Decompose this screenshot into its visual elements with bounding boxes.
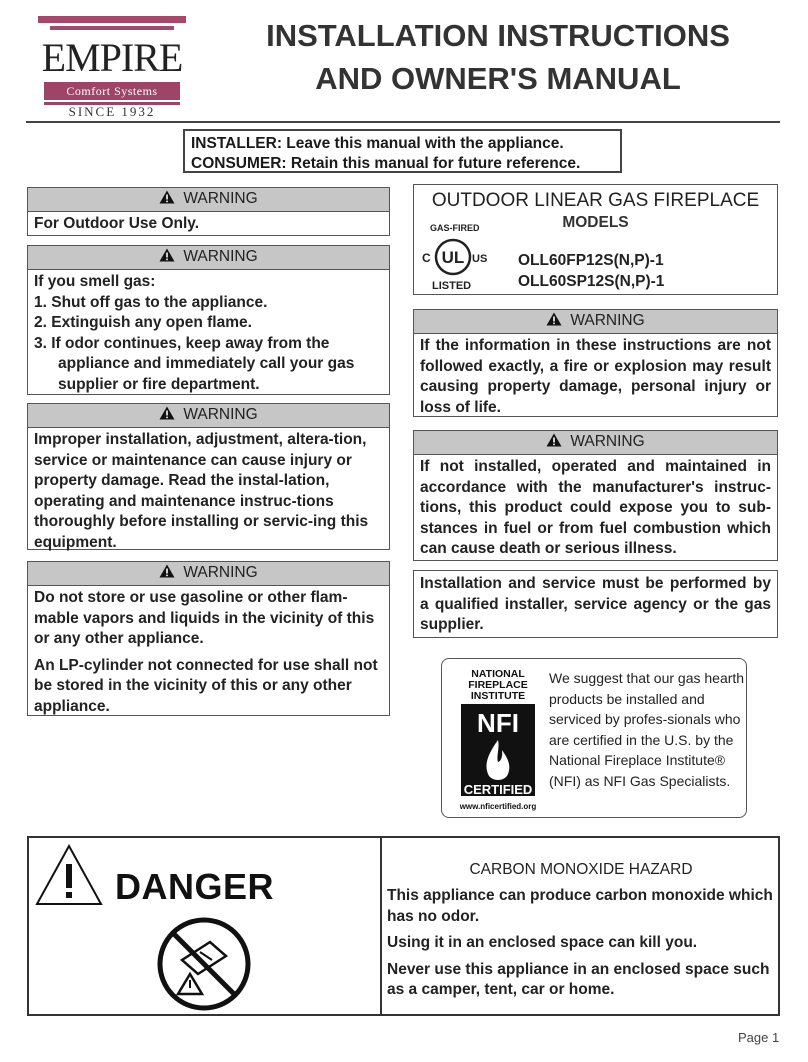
installer-line: INSTALLER: Leave this manual with the appliance. xyxy=(191,135,564,152)
smell-gas-steps xyxy=(34,293,383,396)
warning-icon xyxy=(159,190,175,204)
ul-listed-logo xyxy=(416,221,490,293)
qualified-installer-notice xyxy=(413,570,778,638)
danger-line: Never use this appliance in an enclosed space such as a camper, tent, car or home. xyxy=(387,960,770,998)
ul-us: US xyxy=(472,253,488,265)
warning-label: WARNING xyxy=(183,564,258,581)
warning-text: For Outdoor Use Only. xyxy=(34,215,200,232)
warning-text: Improper installation, adjustment, altera-tion, service or maintenance can cause injury or property damage. Read the instal-lation, operating and maintenance instruc-tions thoroughly before installing or servic-ing this equipment. xyxy=(34,431,369,551)
warning-label: WARNING xyxy=(570,312,645,329)
danger-word: DANGER xyxy=(115,866,275,907)
models-box xyxy=(413,184,778,295)
notice-text: Installation and service must be performed by a qualified installer, service agency or the gas supplier. xyxy=(420,575,771,633)
nfi-url: www.nficertified.org xyxy=(459,802,537,811)
warning-label: WARNING xyxy=(183,406,258,423)
nfi-box xyxy=(441,658,747,818)
warning-header xyxy=(414,310,777,334)
model-number: OLL60FP12S(N,P)-1 xyxy=(518,252,664,269)
title-line-2: AND OWNER'S MANUAL xyxy=(315,61,681,96)
ul-mark: UL xyxy=(441,248,465,267)
warning-icon xyxy=(159,564,175,578)
warning-header xyxy=(28,404,389,428)
models-subtitle: MODELS xyxy=(562,214,629,231)
warning-icon xyxy=(159,248,175,262)
list-item: 3. If odor continues, keep away from the appliance and immediately call your gas supplier or fire department. xyxy=(34,334,355,393)
warning-smell-gas xyxy=(27,245,390,395)
warning-header xyxy=(28,246,389,270)
warning-icon xyxy=(546,433,562,447)
list-item: 2. Extinguish any open flame. xyxy=(34,314,252,331)
logo-brand: EMPIRE xyxy=(41,35,183,80)
logo-stripe xyxy=(38,16,186,23)
consumer-line: CONSUMER: Retain this manual for future reference. xyxy=(191,155,581,172)
ul-bottom-text: LISTED xyxy=(432,280,472,292)
storage-paragraph: An LP-cylinder not connected for use shall not be stored in the vicinity of this or any other appliance. xyxy=(34,656,378,715)
exclamation-triangle-icon xyxy=(35,844,103,906)
storage-paragraph: Do not store or use gasoline or other flam-mable vapors and liquids in the vicinity of this or any other appliance. xyxy=(34,589,375,647)
warning-header xyxy=(28,562,389,586)
warning-label: WARNING xyxy=(183,248,258,265)
warning-text xyxy=(28,586,389,719)
header-rule xyxy=(26,121,780,123)
empire-logo xyxy=(38,16,186,122)
ul-c: C xyxy=(422,251,431,265)
danger-text xyxy=(387,886,775,1007)
nfi-certified: CERTIFIED xyxy=(463,782,533,797)
warning-header xyxy=(414,431,777,455)
warning-storage xyxy=(27,561,390,716)
danger-box xyxy=(27,836,780,1016)
installer-notice xyxy=(183,129,622,173)
danger-heading: CARBON MONOXIDE HAZARD xyxy=(469,861,693,878)
warning-text: If not installed, operated and maintained in accordance with the manufacturer's instruc-tions, this product could expose you to sub-stances in fuel or from fuel combustion which can cause death or serious illness. xyxy=(420,458,771,557)
nfi-mark: NFI xyxy=(477,708,519,738)
warning-icon xyxy=(159,406,175,420)
logo-since: SINCE 1932 xyxy=(68,104,156,119)
nfi-logo-line: NATIONAL xyxy=(471,668,525,680)
nfi-description: We suggest that our gas hearth products be installed and serviced by profes-sionals who are certified in the U.S. by the National Fireplace Institute® (NFI) as NFI Gas Specialists. xyxy=(549,670,745,789)
nfi-certified-logo xyxy=(458,666,538,814)
list-item: 1. Shut off gas to the appliance. xyxy=(34,293,268,311)
warning-outdoor xyxy=(27,187,390,236)
title-line-1: INSTALLATION INSTRUCTIONS xyxy=(266,18,730,53)
warning-icon xyxy=(546,312,562,326)
nfi-logo-line: FIREPLACE xyxy=(468,679,528,691)
nfi-logo-line: INSTITUTE xyxy=(470,690,526,702)
warning-label: WARNING xyxy=(570,433,645,450)
warning-installation xyxy=(27,403,390,550)
page-number: Page 1 xyxy=(738,1030,780,1045)
warning-label: WARNING xyxy=(183,190,258,207)
logo-tagline: Comfort Systems xyxy=(44,82,180,100)
warning-fire-explosion xyxy=(413,309,778,417)
no-enclosed-space-icon xyxy=(156,916,252,1012)
danger-line: Using it in an enclosed space can kill you. xyxy=(387,934,698,951)
models-title: OUTDOOR LINEAR GAS FIREPLACE xyxy=(431,190,760,211)
warning-text xyxy=(28,270,389,397)
ul-top-text: GAS-FIRED xyxy=(430,223,480,233)
page-title xyxy=(200,14,796,100)
warning-text: If the information in these instructions are not followed exactly, a fire or explosion may result causing property damage, personal injury or loss of life. xyxy=(420,337,771,416)
logo-stripe xyxy=(50,26,174,30)
warning-header xyxy=(28,188,389,212)
smell-gas-intro: If you smell gas: xyxy=(34,273,156,290)
model-number: OLL60SP12S(N,P)-1 xyxy=(518,273,665,290)
warning-exposure xyxy=(413,430,778,561)
danger-line: This appliance can produce carbon monoxide which has no odor. xyxy=(387,887,773,925)
